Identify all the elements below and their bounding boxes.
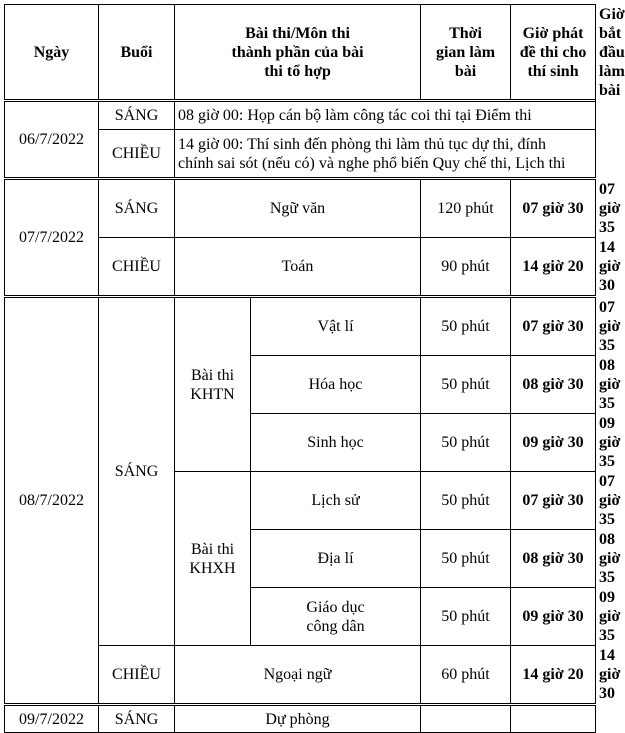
table-row: Địa lí 50 phút 08 giờ 30 08 giờ 35 <box>5 530 596 588</box>
table-row <box>5 101 596 130</box>
group-khtn-cell: Bài thi KHTN <box>175 297 251 472</box>
exam-schedule-table <box>4 4 625 733</box>
session-cell: SÁNG <box>99 179 175 238</box>
subject-cell: Ngữ văn <box>175 179 421 238</box>
session-cell: CHIỀU <box>99 130 175 179</box>
distribute-time-cell: 14 giờ 20 <box>511 646 596 705</box>
duration-cell: 50 phút <box>421 356 511 414</box>
table-row: CHIỀU Toán 90 phút 14 giờ 20 14 giờ 30 <box>5 238 596 297</box>
subject-cell: Dự phòng <box>175 705 421 733</box>
distribute-time-cell: 07 giờ 30 <box>511 179 596 238</box>
distribute-time-cell: 09 giờ 30 <box>511 414 596 472</box>
table-row: Sinh học 50 phút 09 giờ 30 09 giờ 35 <box>5 414 596 472</box>
date-cell: 07/7/2022 <box>5 179 99 297</box>
date-cell: 09/7/2022 <box>5 705 99 733</box>
table-row: Bài thi KHXH Lịch sử 50 phút 07 giờ 30 07 giờ 35 <box>5 472 596 530</box>
session-cell: CHIỀU <box>99 646 175 705</box>
duration-cell: 50 phút <box>421 414 511 472</box>
distribute-time-cell: 09 giờ 30 <box>511 588 596 646</box>
distribute-time-cell <box>511 705 596 733</box>
subject-cell: Toán <box>175 238 421 297</box>
date-cell: 06/7/2022 <box>5 101 99 179</box>
subject-cell: Sinh học <box>251 414 421 472</box>
subject-cell: Địa lí <box>251 530 421 588</box>
duration-cell: 50 phút <box>421 530 511 588</box>
duration-cell <box>421 705 511 733</box>
session-cell: SÁNG <box>99 705 175 733</box>
table-row: 07/7/2022 SÁNG Ngữ văn 120 phút 07 giờ 30 07 giờ 35 <box>5 179 596 238</box>
header-buoi: Buổi <box>99 5 175 101</box>
subject-cell: Hóa học <box>251 356 421 414</box>
subject-cell: Ngoại ngữ <box>175 646 421 705</box>
duration-cell: 50 phút <box>421 472 511 530</box>
distribute-time-cell: 14 giờ 20 <box>511 238 596 297</box>
duration-cell: 90 phút <box>421 238 511 297</box>
note-cell: 14 giờ 00: Thí sinh đến phòng thi làm thủ tục dự thi, đính chính sai sót (nếu có) và nghe phổ biến Quy chế thi, Lịch thi <box>175 130 596 179</box>
header-mon-thi: Bài thi/Môn thi thành phần của bài thi tổ hợp <box>175 5 421 101</box>
table-row: 08/7/2022 SÁNG Bài thi KHTN Vật lí 50 phút 07 giờ 30 07 giờ 35 <box>5 297 596 356</box>
subject-cell: Giáo dục công dân <box>251 588 421 646</box>
duration-cell: 50 phút <box>421 588 511 646</box>
note-cell: 08 giờ 00: Họp cán bộ làm công tác coi thi tại Điểm thi <box>175 101 596 130</box>
table-row: Hóa học 50 phút 08 giờ 30 08 giờ 35 <box>5 356 596 414</box>
distribute-time-cell: 08 giờ 30 <box>511 356 596 414</box>
table-row: Giáo dục công dân 50 phút 09 giờ 30 09 giờ 35 <box>5 588 596 646</box>
header-row: Ngày Buổi Bài thi/Môn thi thành phần của bài thi tổ hợp Thời gian làm bài Giờ phát đề thi cho thí sinh Giờ bắt đầu làm bài <box>5 5 596 101</box>
date-cell: 08/7/2022 <box>5 297 99 705</box>
table-row <box>5 705 596 733</box>
subject-cell: Vật lí <box>251 297 421 356</box>
session-cell: SÁNG <box>99 297 175 646</box>
subject-cell: Lịch sử <box>251 472 421 530</box>
session-cell: SÁNG <box>99 101 175 130</box>
duration-cell: 50 phút <box>421 297 511 356</box>
distribute-time-cell: 07 giờ 30 <box>511 472 596 530</box>
session-cell: CHIỀU <box>99 238 175 297</box>
distribute-time-cell: 07 giờ 30 <box>511 297 596 356</box>
header-thoi-gian: Thời gian làm bài <box>421 5 511 101</box>
distribute-time-cell: 08 giờ 30 <box>511 530 596 588</box>
duration-cell: 60 phút <box>421 646 511 705</box>
duration-cell: 120 phút <box>421 179 511 238</box>
table-row: CHIỀU Ngoại ngữ 60 phút 14 giờ 20 14 giờ 30 <box>5 646 596 705</box>
header-gio-phat: Giờ phát đề thi cho thí sinh <box>511 5 596 101</box>
group-khxh-cell: Bài thi KHXH <box>175 472 251 646</box>
header-ngay: Ngày <box>5 5 99 101</box>
